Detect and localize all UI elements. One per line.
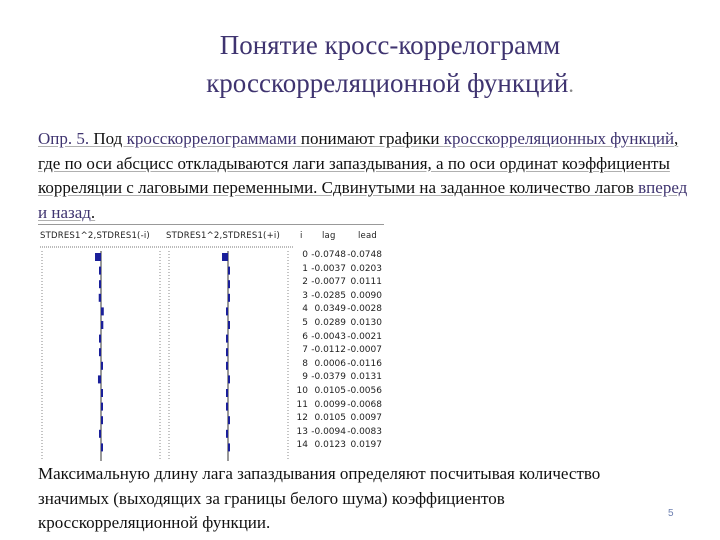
slide-title bbox=[60, 26, 720, 104]
cell-lead: 0.0197 bbox=[350, 440, 382, 451]
cell-i: 1 bbox=[302, 263, 308, 274]
cell-i: 6 bbox=[302, 331, 308, 342]
cell-i: 12 bbox=[296, 413, 308, 424]
definition-text-1: Под bbox=[89, 129, 127, 148]
table-row bbox=[38, 318, 384, 332]
cell-lag: 0.0349 bbox=[314, 304, 346, 315]
definition-tail: вперед и назад bbox=[38, 178, 688, 222]
cell-i: 8 bbox=[302, 358, 308, 369]
cell-lead: 0.0097 bbox=[350, 413, 382, 424]
table-row bbox=[38, 400, 384, 414]
cell-lead: -0.0007 bbox=[347, 345, 382, 356]
cell-i: 7 bbox=[302, 345, 308, 356]
cell-i: 2 bbox=[302, 277, 308, 288]
table-row bbox=[38, 359, 384, 373]
definition-end: . bbox=[90, 202, 96, 222]
definition-text-2: понимают графики bbox=[296, 129, 440, 148]
cell-lead: 0.0111 bbox=[350, 277, 382, 288]
table-row bbox=[38, 304, 384, 318]
table-row bbox=[38, 345, 384, 359]
cell-lead: -0.0028 bbox=[347, 304, 382, 315]
correlogram-output bbox=[38, 224, 384, 461]
table-row bbox=[38, 413, 384, 427]
header-lag: lag bbox=[322, 231, 336, 241]
cell-i: 13 bbox=[296, 426, 308, 437]
cell-lead: -0.0056 bbox=[347, 386, 382, 396]
cell-i: 3 bbox=[302, 290, 308, 301]
header-lag-correlogram: STDRES1^2,STDRES1(-i) bbox=[40, 231, 150, 241]
page-number: 5 bbox=[668, 508, 674, 519]
table-row bbox=[38, 372, 384, 386]
cell-i: 5 bbox=[302, 318, 308, 328]
cell-lead: -0.0116 bbox=[347, 358, 382, 369]
table-row bbox=[38, 440, 384, 454]
cell-i: 14 bbox=[296, 440, 308, 451]
cell-i: 0 bbox=[302, 250, 308, 260]
cell-lead: 0.0130 bbox=[350, 318, 382, 328]
table-row bbox=[38, 332, 384, 346]
cell-lag: -0.0285 bbox=[311, 290, 346, 301]
cell-lead: -0.0748 bbox=[347, 250, 382, 260]
header-lead: lead bbox=[358, 231, 377, 241]
table-row bbox=[38, 386, 384, 400]
definition-prefix: Опр. 5. bbox=[38, 129, 90, 148]
cell-lag: -0.0043 bbox=[311, 331, 346, 342]
table-row bbox=[38, 264, 384, 278]
cell-lag: 0.0105 bbox=[314, 386, 346, 396]
cell-lag: -0.0379 bbox=[311, 372, 346, 383]
cell-i: 9 bbox=[302, 372, 308, 383]
table-row bbox=[38, 277, 384, 291]
cell-lag: 0.0099 bbox=[314, 399, 346, 410]
cell-i: 10 bbox=[296, 386, 308, 396]
cell-lag: -0.0037 bbox=[311, 263, 346, 274]
definition-text-3: , где по оси абсцисс откладываются лаги запаздывания, а по оси ординат коэффициенты корреляции с лаговыми переменными. Сдвинутыми на заданное количество лагов bbox=[38, 129, 679, 197]
title-line-2: кросскорреляционной функций bbox=[206, 68, 569, 98]
cell-lag: 0.0006 bbox=[314, 358, 346, 369]
cell-lag: 0.0289 bbox=[314, 318, 346, 328]
table-row bbox=[38, 250, 384, 264]
table-row bbox=[38, 291, 384, 305]
cell-lead: 0.0090 bbox=[350, 290, 382, 301]
cell-lead: -0.0083 bbox=[347, 426, 382, 437]
header-i: i bbox=[300, 231, 303, 241]
cell-lead: 0.0131 bbox=[350, 372, 382, 383]
cell-i: 4 bbox=[302, 304, 308, 315]
cell-lag: -0.0748 bbox=[311, 250, 346, 260]
title-end: . bbox=[568, 72, 574, 97]
cell-lag: -0.0094 bbox=[311, 426, 346, 437]
cell-lag: 0.0105 bbox=[314, 413, 346, 424]
footer-paragraph: Максимальную длину лага запаздывания определяют посчитывая количество значимых (выходящих за границы белого шума) коэффициентов кросскорреляционной функции. bbox=[38, 464, 601, 532]
header-lead-correlogram: STDRES1^2,STDRES1(+i) bbox=[166, 231, 280, 241]
cell-lead: 0.0203 bbox=[350, 263, 382, 274]
cell-lead: -0.0021 bbox=[347, 331, 382, 342]
cell-lag: -0.0112 bbox=[311, 345, 346, 356]
definition-term: кросскоррелограммами bbox=[126, 129, 297, 148]
cell-lag: -0.0077 bbox=[311, 277, 346, 288]
definition-paragraph bbox=[38, 127, 688, 225]
table-row bbox=[38, 427, 384, 441]
cell-lag: 0.0123 bbox=[314, 440, 346, 451]
cell-lead: -0.0068 bbox=[347, 399, 382, 410]
definition-term-2: кросскорреляционных функций bbox=[443, 129, 675, 148]
title-line-1: Понятие кросс-коррелограмм bbox=[219, 30, 561, 60]
cell-i: 11 bbox=[296, 399, 308, 410]
